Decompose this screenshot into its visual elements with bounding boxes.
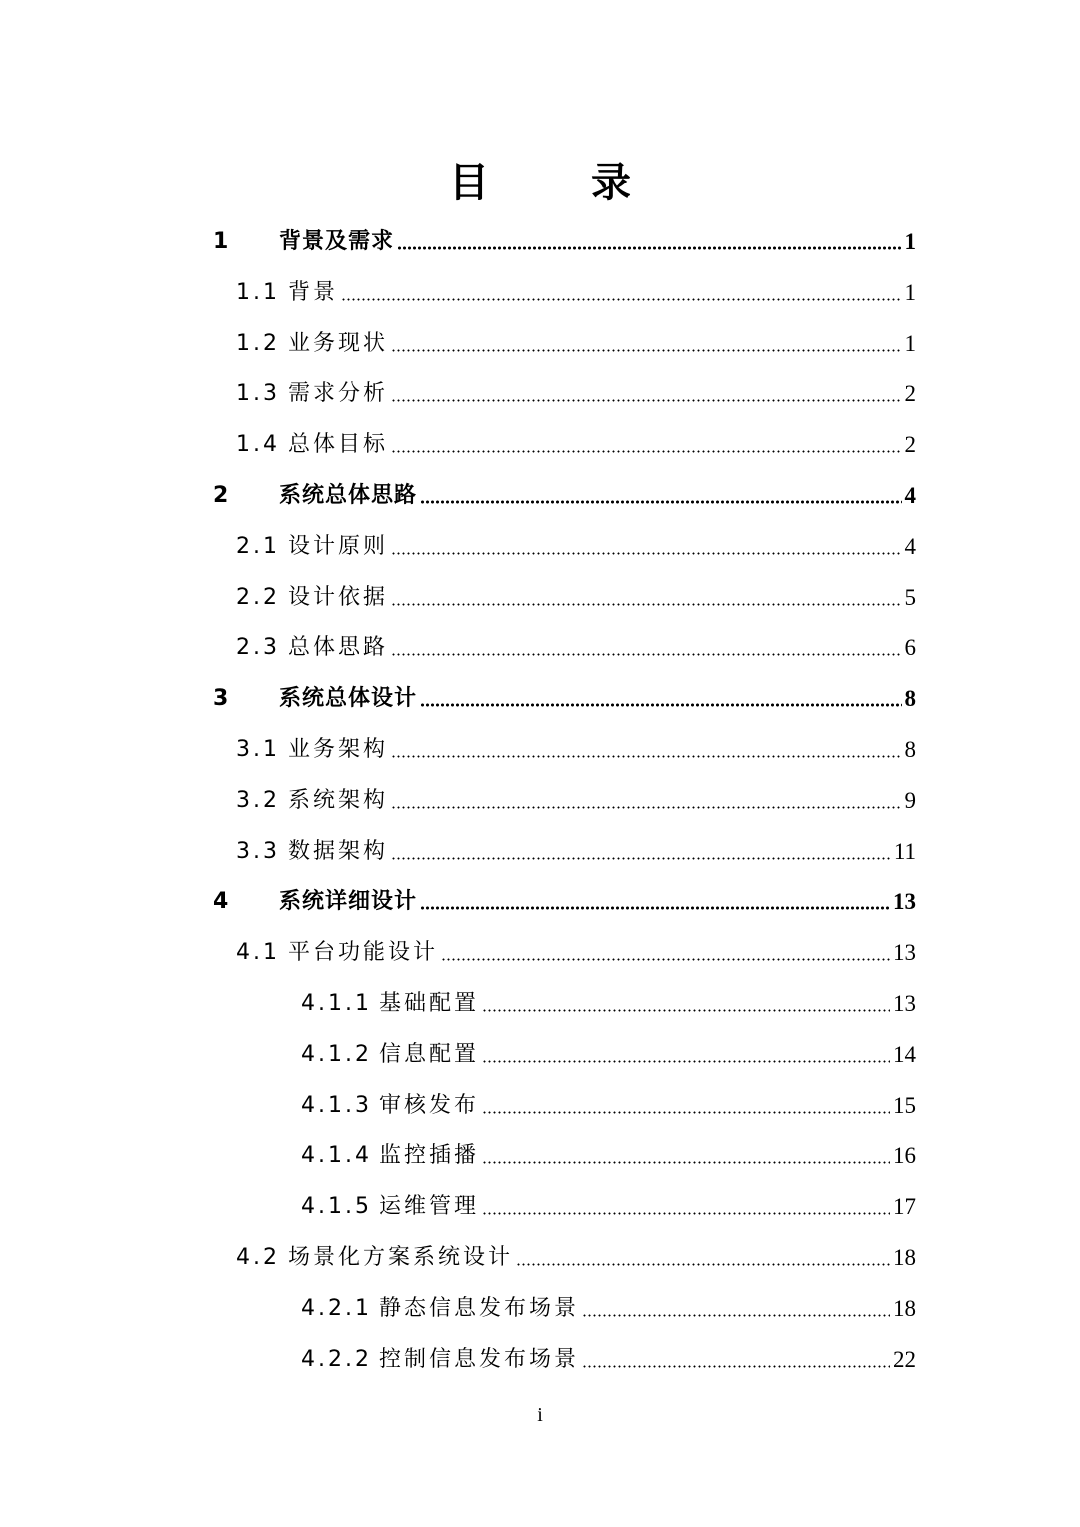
toc-entry-number: 4.1 (236, 940, 280, 966)
toc-dot-leader (391, 399, 901, 402)
toc-entry-number: 2.1 (236, 533, 280, 559)
toc-entry-page-number: 2 (904, 432, 916, 458)
toc-entry-page-number: 17 (893, 1194, 916, 1220)
toc-entry-number: 1.4 (236, 432, 280, 458)
toc-entry-number: 4.2.1 (301, 1295, 372, 1321)
toc-entry-number: 1.1 (236, 279, 280, 305)
toc-dot-leader (391, 450, 901, 453)
toc-entry-2[interactable] (213, 480, 916, 512)
toc-dot-leader (420, 906, 890, 910)
toc-entry-1[interactable] (213, 226, 916, 258)
toc-entry-number: 3.1 (236, 737, 280, 762)
toc-entry-3-3[interactable] (236, 836, 916, 868)
toc-entry-label: 设计原则 (288, 533, 389, 559)
toc-entry-4-1-2[interactable] (301, 1039, 916, 1071)
toc-entry-page-number: 16 (893, 1143, 916, 1169)
toc-entry-4[interactable] (213, 886, 916, 918)
footer-page-number: i (537, 1404, 543, 1426)
toc-entry-4-2[interactable] (236, 1242, 916, 1274)
toc-dot-leader (420, 703, 901, 707)
toc-entry-3-2[interactable] (236, 785, 916, 817)
toc-dot-leader (482, 1212, 890, 1215)
toc-entry-number: 4.1.4 (301, 1143, 372, 1169)
toc-entry-label: 系统详细设计 (279, 889, 418, 915)
toc-entry-page-number: 5 (904, 584, 916, 610)
toc-entry-label: 控制信息发布场景 (379, 1346, 580, 1372)
toc-entry-number: 4.1.3 (301, 1092, 372, 1118)
toc-dot-leader (441, 958, 890, 961)
toc-dot-leader (391, 552, 901, 555)
toc-entry-page-number: 4 (904, 533, 916, 559)
toc-entry-label: 设计依据 (288, 584, 389, 610)
toc-dot-leader (391, 806, 901, 809)
toc-entry-label: 基础配置 (379, 991, 480, 1016)
toc-entry-2-3[interactable] (236, 632, 916, 664)
toc-entry-label: 总体目标 (288, 432, 389, 458)
toc-entry-1-1[interactable] (236, 277, 916, 309)
toc-entry-number: 1 (213, 229, 232, 254)
toc-entry-page-number: 14 (893, 1041, 916, 1067)
toc-entry-label: 系统总体设计 (279, 686, 418, 712)
toc-entry-4-1[interactable] (236, 937, 916, 969)
toc-dot-leader (391, 857, 891, 860)
toc-entry-page-number: 6 (904, 635, 916, 661)
toc-entry-4-2-1[interactable] (301, 1293, 916, 1325)
toc-dot-leader (482, 1060, 890, 1063)
toc-entry-page-number: 13 (893, 889, 916, 915)
toc-entry-label: 监控插播 (379, 1143, 480, 1169)
toc-entry-4-1-4[interactable] (301, 1140, 916, 1172)
toc-entry-1-3[interactable] (236, 378, 916, 410)
toc-dot-leader (397, 246, 901, 250)
toc-entry-page-number: 1 (904, 279, 916, 305)
toc-entry-page-number: 13 (893, 940, 916, 966)
toc-entry-page-number: 18 (893, 1295, 916, 1321)
toc-dot-leader (482, 1161, 890, 1164)
toc-entry-label: 背景及需求 (279, 229, 395, 254)
toc-entry-label: 业务架构 (288, 737, 389, 762)
toc-entry-number: 1.3 (236, 381, 280, 407)
toc-entry-number: 3.3 (236, 838, 280, 864)
toc-entry-page-number: 18 (893, 1245, 916, 1270)
toc-entry-page-number: 1 (904, 330, 916, 356)
toc-entry-page-number: 2 (904, 381, 916, 407)
toc-entry-page-number: 15 (893, 1092, 916, 1118)
toc-dot-leader (582, 1365, 890, 1368)
toc-entry-page-number: 8 (904, 737, 916, 762)
toc-dot-leader (391, 349, 901, 352)
toc-entry-label: 信息配置 (379, 1041, 480, 1067)
toc-entry-4-2-2[interactable] (301, 1344, 916, 1376)
toc-entry-2-1[interactable] (236, 531, 916, 563)
toc-entry-label: 审核发布 (379, 1092, 480, 1118)
toc-dot-leader (482, 1009, 890, 1012)
toc-entry-number: 3.2 (236, 787, 280, 813)
toc-entry-1-4[interactable] (236, 429, 916, 461)
toc-entry-3-1[interactable] (236, 734, 916, 766)
toc-entry-label: 运维管理 (379, 1194, 480, 1220)
toc-entry-number: 4 (213, 889, 232, 915)
toc-entry-number: 4.1.2 (301, 1041, 372, 1067)
toc-entry-page-number: 4 (904, 483, 916, 508)
toc-dot-leader (391, 653, 901, 656)
toc-entry-number: 1.2 (236, 330, 280, 356)
toc-entry-label: 数据架构 (288, 838, 389, 864)
toc-dot-leader (482, 1111, 890, 1114)
toc-entry-page-number: 13 (893, 991, 916, 1016)
toc-entry-page-number: 8 (904, 686, 916, 712)
toc-entry-label: 背景 (288, 279, 339, 305)
toc-entry-number: 4.2 (236, 1245, 280, 1270)
toc-entry-label: 业务现状 (288, 330, 389, 356)
toc-entry-page-number: 11 (893, 838, 916, 864)
toc-dot-leader (391, 603, 901, 606)
toc-entry-page-number: 9 (904, 787, 916, 813)
toc-entry-number: 4.2.2 (301, 1346, 372, 1372)
toc-dot-leader (516, 1263, 890, 1266)
toc-entry-page-number: 22 (893, 1346, 916, 1372)
toc-dot-leader (341, 298, 901, 301)
toc-entry-page-number: 1 (904, 229, 916, 254)
toc-entry-3[interactable] (213, 683, 916, 715)
page-title: 目 录 (449, 160, 675, 206)
toc-entry-number: 4.1.1 (301, 991, 372, 1016)
toc-entry-number: 2.2 (236, 584, 280, 610)
toc-entry-2-2[interactable] (236, 582, 916, 614)
toc-entry-4-1-1[interactable] (301, 988, 916, 1020)
toc-dot-leader (582, 1314, 890, 1317)
toc-entry-4-1-3[interactable] (301, 1090, 916, 1122)
toc-entry-label: 系统总体思路 (279, 483, 418, 508)
toc-entry-number: 2 (213, 483, 232, 508)
toc-entry-4-1-5[interactable] (301, 1191, 916, 1223)
toc-entry-label: 平台功能设计 (288, 940, 439, 966)
toc-entry-label: 静态信息发布场景 (379, 1295, 580, 1321)
toc-entry-label: 总体思路 (288, 635, 389, 661)
toc-entry-number: 4.1.5 (301, 1194, 372, 1220)
toc-entry-number: 2.3 (236, 635, 280, 661)
toc-dot-leader (420, 500, 901, 504)
toc-entry-1-2[interactable] (236, 328, 916, 360)
toc-entry-label: 需求分析 (288, 381, 389, 407)
toc-entry-label: 场景化方案系统设计 (288, 1245, 514, 1270)
toc-dot-leader (391, 755, 901, 758)
toc-entry-label: 系统架构 (288, 787, 389, 813)
toc-entry-number: 3 (213, 686, 232, 712)
